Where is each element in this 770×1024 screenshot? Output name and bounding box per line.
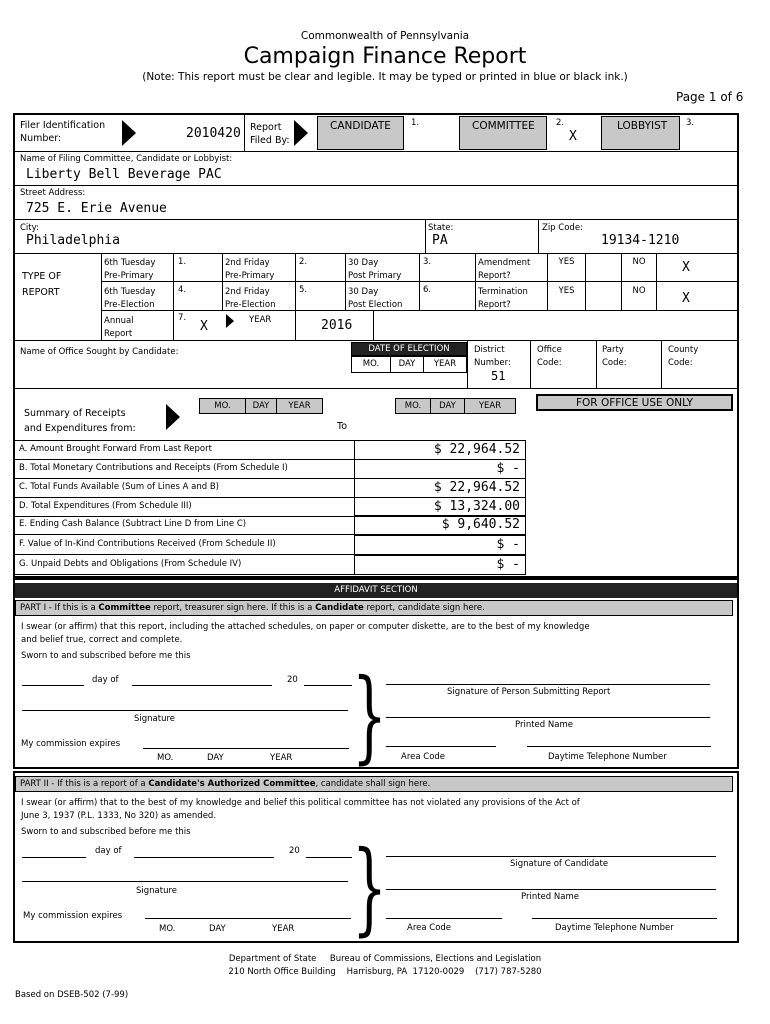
summary-row-divider — [15, 497, 355, 498]
summary-row-divider — [15, 574, 355, 575]
district-label-2: Number: — [474, 358, 511, 368]
part2-twenty: 20 — [289, 846, 300, 856]
report-option-2-line-2: Pre-Primary — [225, 271, 275, 281]
part1-area-code: Area Code — [401, 752, 446, 762]
termination-no[interactable]: NO — [632, 286, 646, 296]
election-year[interactable]: YEAR — [423, 356, 467, 373]
part2-printed-name-line[interactable] — [386, 889, 716, 890]
part2-day-line[interactable] — [22, 857, 86, 858]
affidavit-part1-header — [15, 600, 733, 616]
summary-row-value[interactable]: $ 22,964.52 — [433, 480, 520, 495]
part1-twenty: 20 — [287, 675, 298, 685]
part1-day-line[interactable] — [22, 685, 84, 686]
summary-row-divider — [15, 534, 355, 535]
summary-row-label: C. Total Funds Available (Sum of Lines A and B) — [19, 482, 219, 492]
part1-day-of: day of — [92, 675, 119, 685]
part1-committee: Committee — [98, 603, 151, 613]
part1-mo: MO. — [157, 753, 174, 763]
filer-name-label: Name of Filing Committee, Candidate or Lobbyist: — [20, 154, 233, 164]
state-label: State: — [428, 223, 454, 233]
report-option-annual-line-2: Report — [104, 329, 133, 339]
part1-oath-line-1: I swear (or affirm) that this report, including the attached schedules, on paper or computer diskette, are to the best of my knowledge — [21, 622, 590, 632]
amendment-label — [478, 257, 530, 283]
report-option-4-number: 4. — [178, 285, 187, 295]
part2-commission: My commission expires — [23, 911, 123, 921]
brace-icon: } — [352, 829, 387, 946]
part1-text-2: report, treasurer sign here. If this is a — [150, 603, 316, 613]
year-value[interactable]: 2016 — [321, 318, 353, 333]
part1-month-line[interactable] — [132, 685, 272, 686]
filed-by-label — [250, 121, 290, 147]
from-month[interactable]: MO. — [199, 398, 246, 414]
amendment-label-2: Report? — [478, 271, 511, 281]
arrow-icon — [166, 404, 180, 430]
report-option-2-line-1: 2nd Friday — [225, 258, 270, 268]
part1-candidate: Candidate — [315, 603, 364, 613]
form-note: (Note: This report must be clear and legible. It may be typed or printed in blue or black ink.) — [142, 71, 628, 83]
part2-day: DAY — [209, 924, 226, 934]
summary-row-divider — [15, 554, 355, 555]
office-code-label-2: Code: — [537, 358, 562, 368]
filed-by-label-1: Report — [250, 122, 282, 133]
year-label: YEAR — [249, 315, 272, 325]
filer-id-label-1: Filer Identification — [20, 120, 106, 131]
report-option-1[interactable] — [104, 257, 155, 283]
county-code-label — [668, 344, 698, 370]
brace-icon: } — [352, 657, 387, 774]
county-code-label-1: County — [668, 345, 699, 355]
part1-printed-name-label: Printed Name — [515, 720, 573, 730]
summary-row-value[interactable]: $ 13,324.00 — [433, 499, 520, 514]
summary-label-2: and Expenditures from: — [24, 423, 136, 434]
part2-area-code-line[interactable] — [386, 918, 502, 919]
report-option-annual[interactable] — [104, 315, 134, 341]
part2-oath-line-2: June 3, 1937 (P.L. 1333, No 320) as amended. — [21, 811, 217, 821]
amendment-no[interactable]: NO — [632, 257, 646, 267]
report-option-4-line-1: 6th Tuesday — [104, 287, 156, 297]
summary-row-value[interactable]: $ 9,640.52 — [441, 517, 520, 532]
district-label-1: District — [474, 345, 505, 355]
part2-phone-line[interactable] — [532, 918, 717, 919]
part2-text-1: PART II - If this is a report of a — [20, 779, 149, 789]
district-label — [474, 344, 511, 370]
report-option-2-number: 2. — [299, 257, 308, 267]
to-day[interactable]: DAY — [430, 398, 465, 414]
election-day[interactable]: DAY — [390, 356, 424, 373]
part1-commission: My commission expires — [21, 739, 121, 749]
zip-value[interactable]: 19134-1210 — [601, 233, 680, 248]
party-code-label-1: Party — [602, 345, 624, 355]
report-option-6-line-2: Post Election — [348, 300, 403, 310]
report-option-3-number: 3. — [423, 257, 432, 267]
report-option-1-line-1: 6th Tuesday — [104, 258, 156, 268]
report-option-5-number: 5. — [299, 285, 308, 295]
filed-by-label-2: Filed By: — [250, 135, 290, 146]
page-number: Page 1 of 6 — [676, 90, 744, 104]
annual-checkmark: X — [200, 319, 208, 334]
report-option-6[interactable] — [348, 286, 402, 312]
part2-year: YEAR — [272, 924, 295, 934]
to-year[interactable]: YEAR — [464, 398, 516, 414]
footer-line-2: 210 North Office Building Harrisburg, PA 17120-0029 (717) 787-5280 — [228, 967, 542, 977]
part2-signature-label: Signature — [136, 886, 178, 896]
summary-row-value[interactable]: $ - — [496, 461, 520, 476]
part1-area-code-line[interactable] — [386, 746, 496, 747]
report-option-3-line-1: 30 Day — [348, 258, 379, 268]
termination-label-2: Report? — [478, 300, 511, 310]
report-option-5-line-1: 2nd Friday — [225, 287, 270, 297]
part2-phone: Daytime Telephone Number — [555, 923, 674, 933]
type-of-report-label-2: REPORT — [22, 287, 60, 298]
summary-row-label: F. Value of In-Kind Contributions Received (From Schedule II) — [19, 539, 276, 549]
district-value[interactable]: 51 — [491, 369, 506, 383]
election-month[interactable]: MO. — [351, 356, 391, 373]
type-of-report-label — [22, 269, 61, 301]
summary-row-label: D. Total Expenditures (From Schedule III) — [19, 501, 192, 511]
part1-notary-sig-line[interactable] — [22, 710, 348, 711]
based-on-label: Based on DSEB-502 (7-99) — [15, 990, 129, 1000]
from-year[interactable]: YEAR — [276, 398, 323, 414]
committee-checkmark: X — [569, 129, 577, 144]
part2-authorized-committee: Candidate's Authorized Committee — [148, 779, 316, 789]
part2-sig-candidate-line[interactable] — [386, 856, 716, 857]
date-of-election-header: DATE OF ELECTION — [351, 342, 467, 356]
summary-row-divider — [15, 516, 355, 517]
summary-label-1: Summary of Receipts — [24, 408, 126, 419]
termination-label — [478, 286, 528, 312]
lobbyist-number: 3. — [686, 118, 695, 128]
part1-commission-line[interactable] — [143, 748, 349, 749]
city-label: City: — [20, 223, 39, 233]
office-code-label-1: Office — [537, 345, 562, 355]
summary-to-label: To — [337, 421, 348, 432]
part2-month-line[interactable] — [134, 857, 274, 858]
summary-label — [24, 406, 136, 436]
footer-line-1: Department of State Bureau of Commissions, Elections and Legislation — [228, 954, 542, 964]
part1-phone: Daytime Telephone Number — [548, 752, 667, 762]
part1-sig-person-line[interactable] — [386, 684, 710, 685]
part2-notary-sig-line[interactable] — [22, 881, 348, 882]
report-option-6-line-1: 30 Day — [348, 287, 379, 297]
part2-oath — [21, 797, 580, 823]
affidavit-part2-header — [15, 776, 733, 792]
city-value[interactable]: Philadelphia — [26, 233, 120, 248]
part1-day: DAY — [207, 753, 224, 763]
filer-id-value[interactable]: 2010420 — [186, 126, 241, 141]
part2-sworn: Sworn to and subscribed before me this — [21, 827, 191, 837]
arrow-icon — [294, 120, 308, 146]
arrow-icon — [122, 120, 136, 146]
report-option-4[interactable] — [104, 286, 155, 312]
part1-signature-label: Signature — [134, 714, 176, 724]
filer-name-value[interactable]: Liberty Bell Beverage PAC — [26, 167, 222, 182]
summary-row-label: E. Ending Cash Balance (Subtract Line D from Line C) — [19, 519, 247, 529]
part1-phone-line[interactable] — [527, 746, 711, 747]
part2-sig-candidate-label: Signature of Candidate — [510, 859, 609, 869]
state-value[interactable]: PA — [432, 233, 448, 248]
party-code-label — [602, 344, 627, 370]
part1-oath — [21, 621, 590, 647]
summary-row-value[interactable]: $ - — [496, 537, 520, 552]
part1-sworn: Sworn to and subscribed before me this — [21, 651, 191, 661]
candidate-option[interactable]: CANDIDATE — [317, 116, 404, 150]
amendment-yes[interactable]: YES — [558, 257, 575, 267]
office-use-only: FOR OFFICE USE ONLY — [536, 394, 733, 411]
report-option-6-number: 6. — [423, 285, 432, 295]
amendment-label-1: Amendment — [478, 258, 531, 268]
arrow-icon — [226, 314, 234, 328]
part2-commission-line[interactable] — [145, 918, 351, 919]
part1-oath-line-2: and belief true, correct and complete. — [21, 635, 183, 645]
party-code-label-2: Code: — [602, 358, 627, 368]
from-day[interactable]: DAY — [245, 398, 277, 414]
summary-row-label: G. Unpaid Debts and Obligations (From Schedule IV) — [19, 559, 242, 569]
report-option-5-line-2: Pre-Election — [225, 300, 276, 310]
street-label: Street Address: — [20, 188, 86, 198]
part1-year-line[interactable] — [304, 685, 352, 686]
part2-printed-name-label: Printed Name — [521, 892, 579, 902]
county-code-label-2: Code: — [668, 358, 693, 368]
termination-label-1: Termination — [478, 287, 528, 297]
report-option-4-line-2: Pre-Election — [104, 300, 155, 310]
street-value[interactable]: 725 E. Erie Avenue — [26, 201, 167, 216]
summary-row-label: A. Amount Brought Forward From Last Report — [19, 444, 212, 454]
office-code-label — [537, 344, 562, 370]
report-option-3[interactable] — [348, 257, 401, 283]
zip-label: Zip Code: — [542, 223, 583, 233]
filer-id-label — [20, 119, 105, 145]
summary-row-label: B. Total Monetary Contributions and Receipts (From Schedule I) — [19, 463, 288, 473]
report-option-1-line-2: Pre-Primary — [104, 271, 154, 281]
to-month[interactable]: MO. — [395, 398, 431, 414]
candidate-number: 1. — [411, 118, 420, 128]
part1-text-3: report, candidate sign here. — [363, 603, 485, 613]
filer-id-label-2: Number: — [20, 133, 62, 144]
summary-row-value[interactable]: $ - — [496, 557, 520, 572]
committee-number: 2. — [556, 118, 565, 128]
office-sought-label: Name of Office Sought by Candidate: — [20, 347, 179, 357]
report-option-5[interactable] — [225, 286, 276, 312]
part2-text-2: , candidate shall sign here. — [315, 779, 431, 789]
part2-oath-line-1: I swear (or affirm) that to the best of my knowledge and belief this political committee has not violated any provisions of the Act of — [21, 798, 580, 808]
amendment-no-checkmark: X — [682, 260, 690, 275]
part1-text-1: PART I - If this is a — [20, 603, 99, 613]
report-option-3-line-2: Post Primary — [348, 271, 402, 281]
summary-row-divider — [15, 459, 355, 460]
part1-printed-name-line[interactable] — [386, 717, 710, 718]
committee-option[interactable]: COMMITTEE — [459, 116, 547, 150]
part2-day-of: day of — [95, 846, 122, 856]
lobbyist-option[interactable]: LOBBYIST — [601, 116, 680, 150]
part2-area-code: Area Code — [407, 923, 452, 933]
report-option-annual-line-1: Annual — [104, 316, 134, 326]
type-of-report-label-1: TYPE OF — [22, 271, 62, 282]
report-option-1-number: 1. — [178, 257, 187, 267]
part1-sig-person-label: Signature of Person Submitting Report — [447, 687, 611, 697]
summary-row-divider — [15, 478, 355, 479]
termination-yes[interactable]: YES — [558, 286, 575, 296]
part2-mo: MO. — [159, 924, 176, 934]
commonwealth-heading: Commonwealth of Pennsylvania — [300, 30, 470, 42]
part2-year-line[interactable] — [306, 857, 352, 858]
termination-no-checkmark: X — [682, 291, 690, 306]
form-title: Campaign Finance Report — [243, 44, 527, 69]
report-option-annual-number: 7. — [178, 313, 187, 323]
report-option-2[interactable] — [225, 257, 274, 283]
summary-row-value[interactable]: $ 22,964.52 — [433, 442, 520, 457]
part1-year: YEAR — [270, 753, 293, 763]
affidavit-section-title: AFFIDAVIT SECTION — [15, 583, 737, 598]
